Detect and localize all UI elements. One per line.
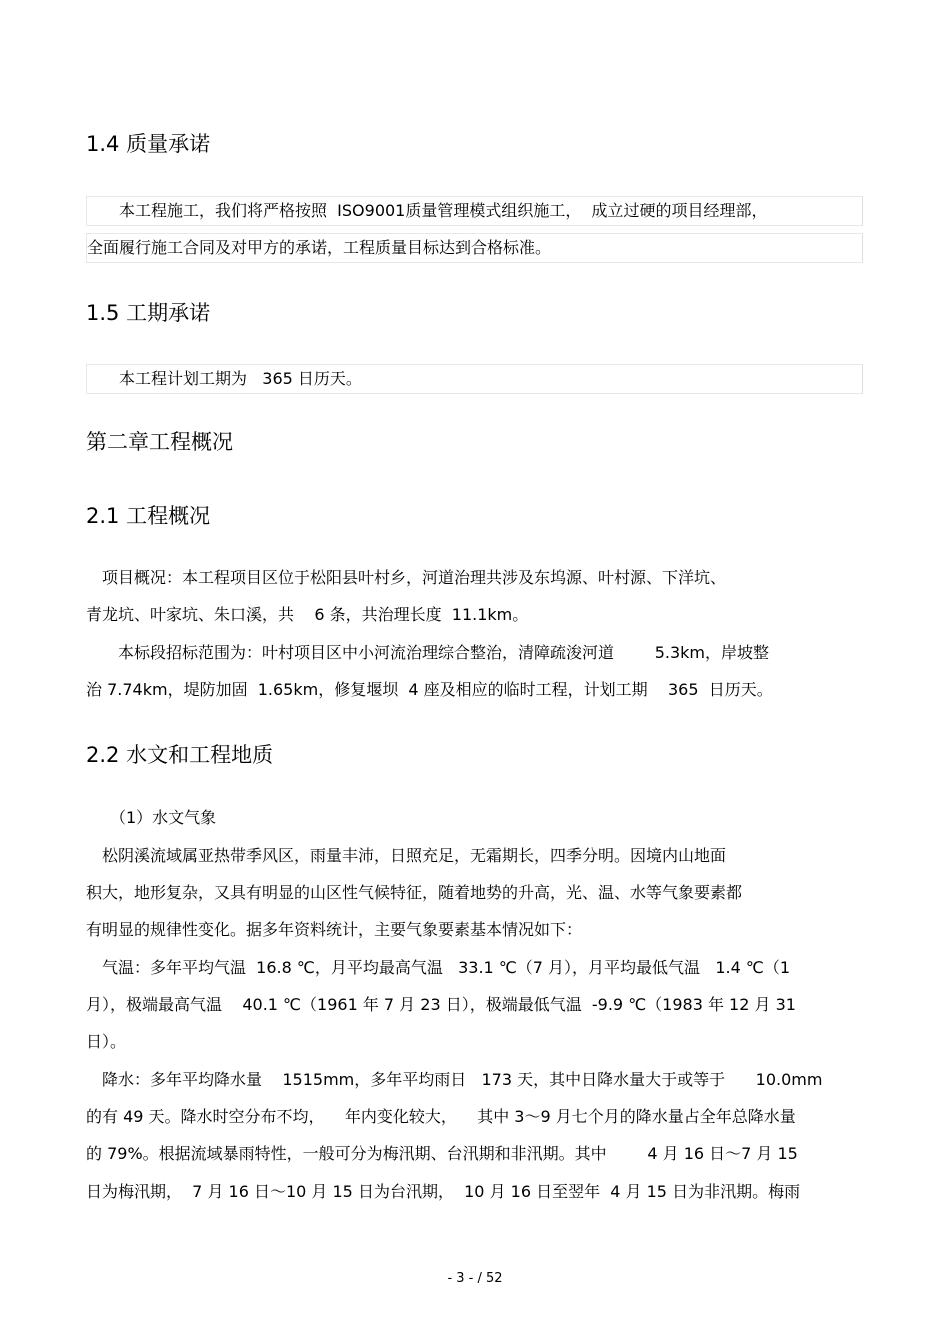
precipitation-line-3: 的 79%。根据流域暴雨特性，一般可分为梅汛期、台汛期和非汛期。其中 4 月 16 日～7 月 15 bbox=[86, 1144, 798, 1163]
quality-commitment-line-1: 本工程施工，我们将严格按照 ISO9001质量管理模式组织施工， 成立过硬的项目经理部， bbox=[87, 201, 768, 220]
schedule-commitment-line: 本工程计划工期为 365 日历天。 bbox=[87, 369, 362, 388]
precipitation-line-1: 降水：多年平均降水量 1515mm，多年平均雨日 173 天，其中日降水量大于或等于 10.0mm bbox=[86, 1070, 823, 1089]
section-heading-1-4: 1.4 质量承诺 bbox=[86, 132, 211, 156]
quality-commitment-line-1-box bbox=[86, 196, 863, 226]
overview-line-4: 治 7.74km，堤防加固 1.65km，修复堰坝 4 座及相应的临时工程，计划工期 365 日历天。 bbox=[86, 680, 773, 699]
chapter-2-heading: 第二章工程概况 bbox=[86, 430, 233, 454]
hydrology-line-1: 松阴溪流域属亚热带季风区，雨量丰沛，日照充足，无霜期长，四季分明。因境内山地面 bbox=[86, 846, 727, 865]
overview-line-3: 本标段招标范围为：叶村项目区中小河流治理综合整治，清障疏浚河道 5.3km，岸坡整 bbox=[86, 643, 769, 662]
precipitation-line-2: 的有 49 天。降水时空分布不均， 年内变化较大， 其中 3～9 月七个月的降水量占全年总降水量 bbox=[86, 1107, 796, 1126]
temperature-line-1: 气温：多年平均气温 16.8 ℃，月平均最高气温 33.1 ℃（7 月），月平均最低气温 1.4 ℃（1 bbox=[86, 958, 790, 977]
temperature-line-3: 日）。 bbox=[86, 1032, 127, 1051]
quality-commitment-line-2: 全面履行施工合同及对甲方的承诺，工程质量目标达到合格标准。 bbox=[87, 238, 552, 257]
overview-line-2: 青龙坑、叶家坑、朱口溪，共 6 条，共治理长度 11.1km。 bbox=[86, 605, 529, 624]
section-heading-2-1: 2.1 工程概况 bbox=[86, 504, 211, 528]
section-heading-2-2: 2.2 水文和工程地质 bbox=[86, 743, 274, 767]
hydrology-subheading: （1）水文气象 bbox=[86, 808, 217, 827]
hydrology-line-3: 有明显的规律性变化。据多年资料统计，主要气象要素基本情况如下： bbox=[86, 920, 583, 939]
precipitation-line-4: 日为梅汛期， 7 月 16 日～10 月 15 日为台汛期， 10 月 16 日至翌年 4 月 15 日为非汛期。梅雨 bbox=[86, 1182, 801, 1201]
quality-commitment-line-2-box bbox=[86, 233, 863, 263]
schedule-commitment-box bbox=[86, 364, 863, 394]
page-number: - 3 - / 52 bbox=[447, 1271, 503, 1286]
temperature-line-2: 月），极端最高气温 40.1 ℃（1961 年 7 月 23 日），极端最低气温 -9.9 ℃（1983 年 12 月 31 bbox=[86, 995, 796, 1014]
section-heading-1-5: 1.5 工期承诺 bbox=[86, 301, 211, 325]
hydrology-line-2: 积大，地形复杂，又具有明显的山区性气候特征，随着地势的升高，光、温、水等气象要素都 bbox=[86, 883, 743, 902]
overview-line-1: 项目概况：本工程项目区位于松阳县叶村乡，河道治理共涉及东坞源、叶村源、下洋坑、 bbox=[86, 568, 727, 587]
